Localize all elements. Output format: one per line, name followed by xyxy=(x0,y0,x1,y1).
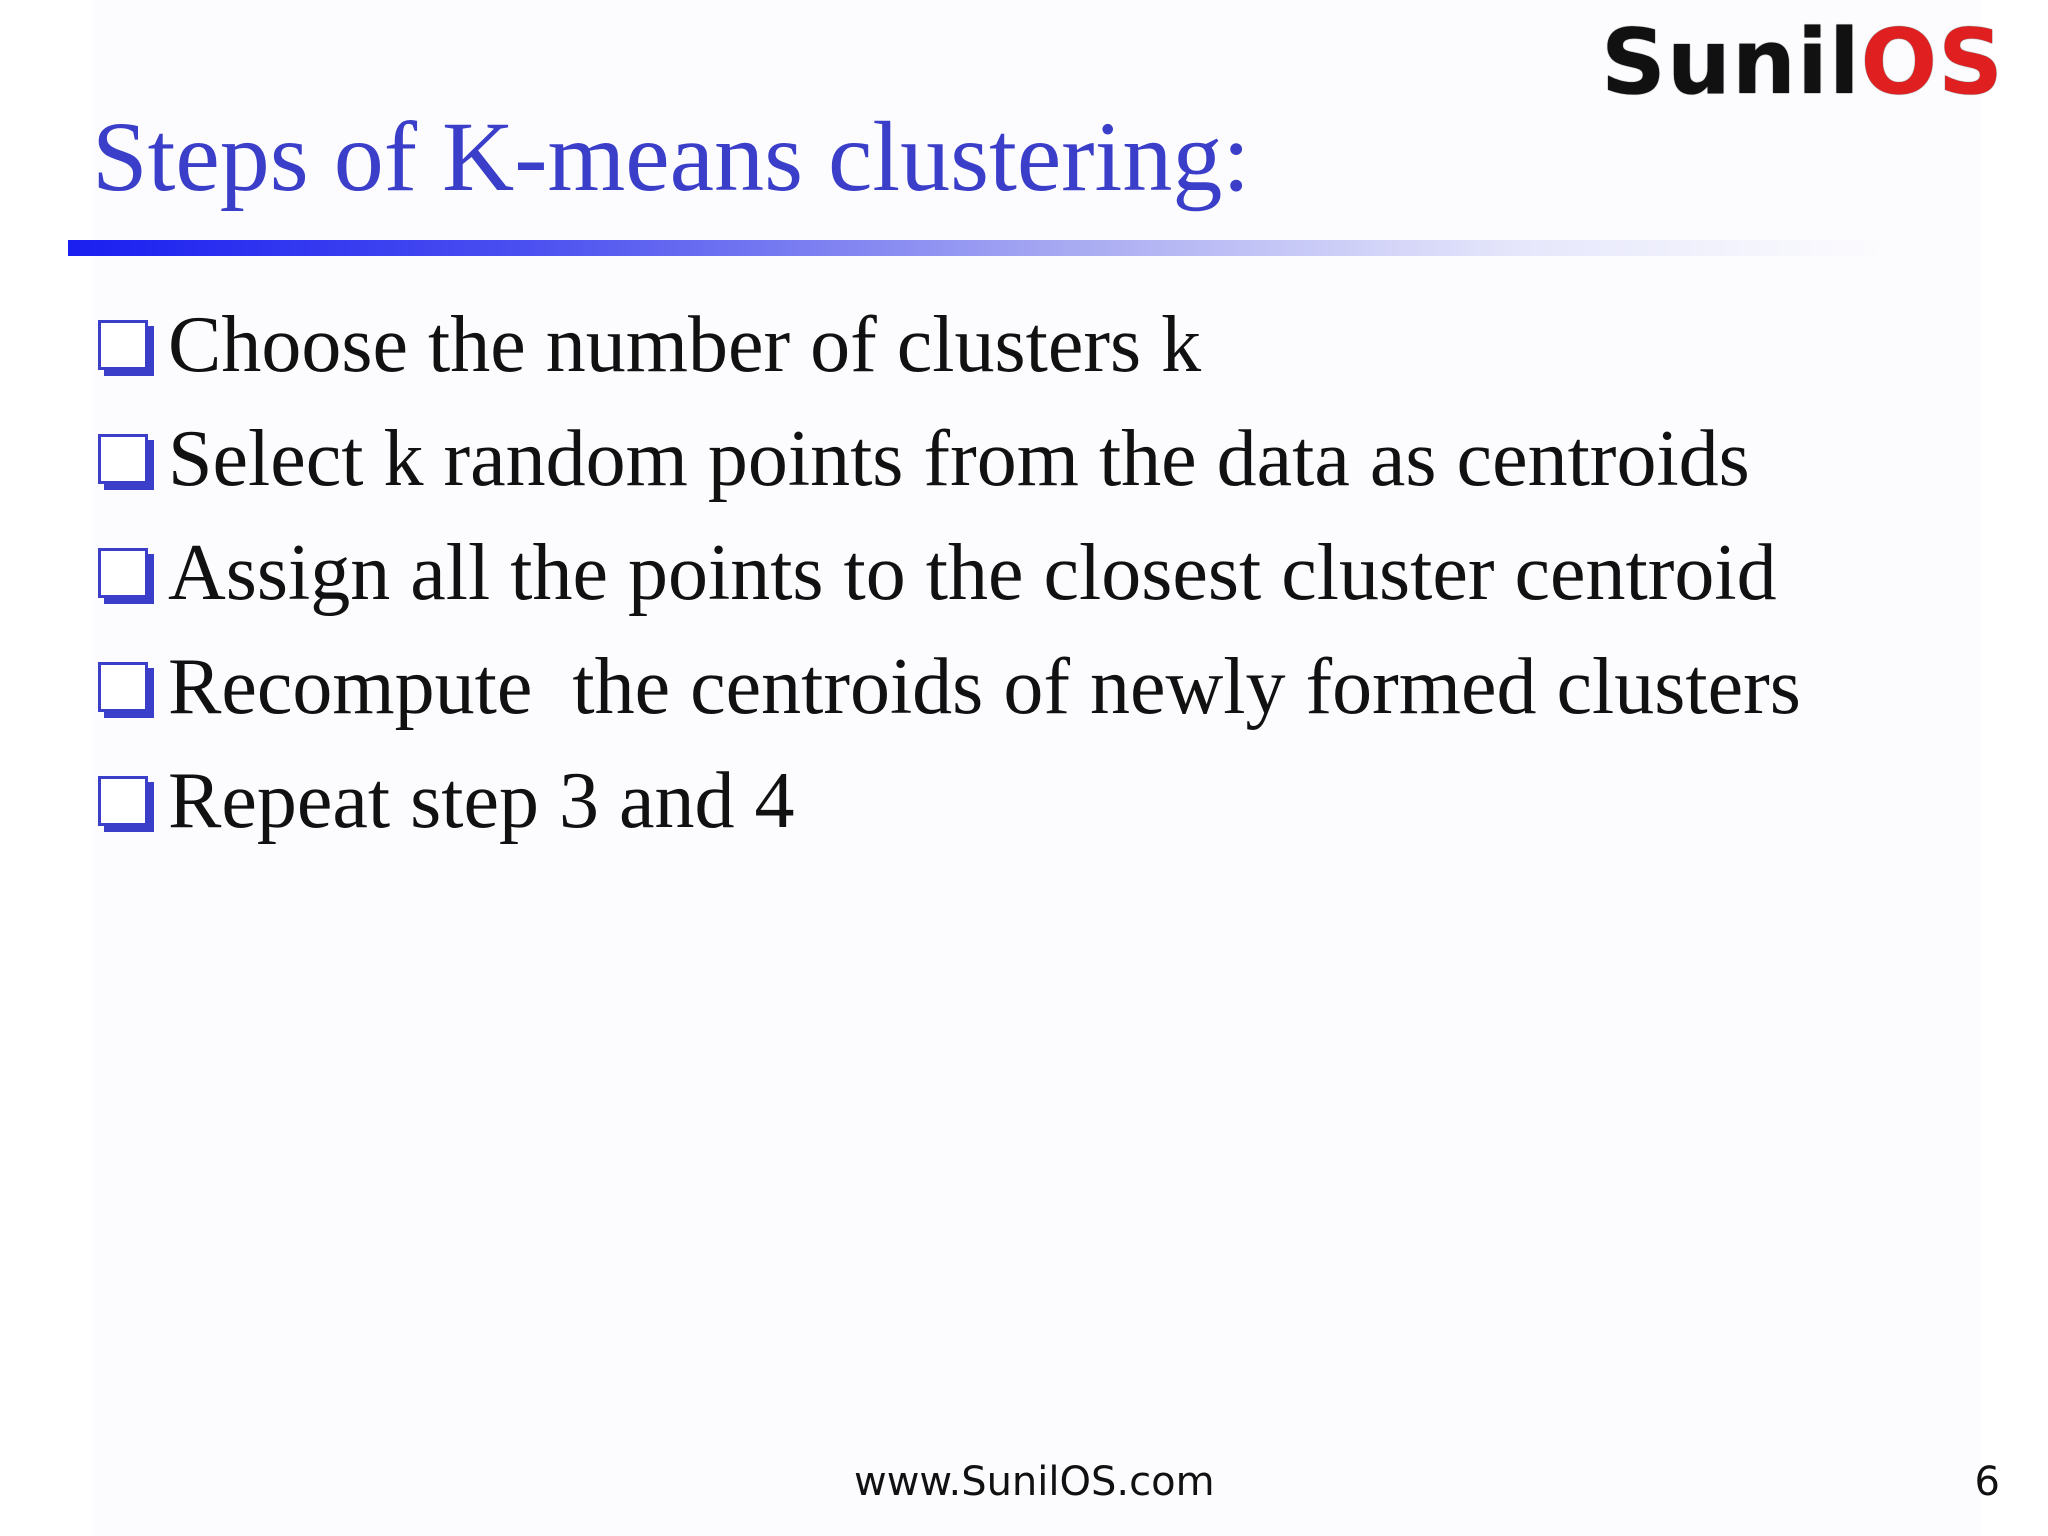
bullet-text: Repeat step 3 and 4 xyxy=(168,757,795,845)
logo-text-main: Sunil xyxy=(1601,10,1861,115)
checkbox-square-icon xyxy=(98,434,156,492)
bullet-text: Choose the number of clusters k xyxy=(168,301,1202,389)
footer-url: www.SunilOS.com xyxy=(854,1459,1215,1505)
list-item xyxy=(98,516,1801,630)
bullet-text: Recompute the centroids of newly formed clusters xyxy=(168,643,1801,731)
page-number: 6 xyxy=(1974,1459,2000,1505)
checkbox-square-icon xyxy=(98,776,156,834)
checkbox-square-icon xyxy=(98,548,156,606)
title-underline xyxy=(68,240,1888,256)
list-item xyxy=(98,744,1801,858)
slide-title: Steps of K-means clustering: xyxy=(92,101,1251,212)
list-item xyxy=(98,288,1801,402)
list-item xyxy=(98,402,1801,516)
bullet-text: Assign all the points to the closest cluster centroid xyxy=(168,529,1777,617)
list-item xyxy=(98,630,1801,744)
sunilos-logo xyxy=(1601,10,2004,115)
bullet-text: Select k random points from the data as centroids xyxy=(168,415,1750,503)
bullet-list xyxy=(98,288,1801,858)
checkbox-square-icon xyxy=(98,662,156,720)
logo-text-accent: OS xyxy=(1860,10,2004,115)
checkbox-square-icon xyxy=(98,320,156,378)
